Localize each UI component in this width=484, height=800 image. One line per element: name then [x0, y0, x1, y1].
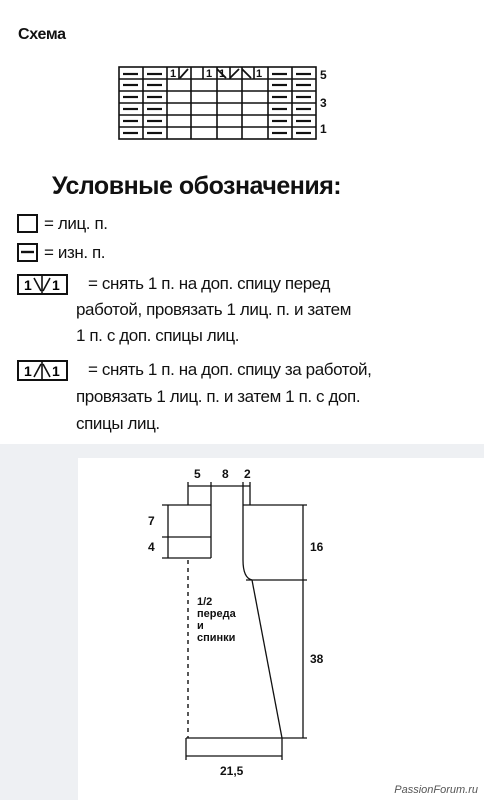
svg-text:1: 1 [52, 363, 60, 379]
svg-text:1: 1 [219, 68, 226, 80]
dim-right-16: 16 [310, 540, 324, 554]
legend-purl-text: = изн. п. [44, 243, 106, 262]
legend-cross-left-line-2: провязать 1 лиц. п. и затем 1 п. с доп. [76, 387, 361, 406]
svg-text:1: 1 [170, 68, 177, 80]
piece-label-line-2: переда [197, 608, 236, 620]
svg-text:1: 1 [24, 277, 32, 293]
legend-cross-left-line-1: = снять 1 п. на доп. спицу за работой, [88, 360, 372, 379]
piece-label-line-3: и [197, 620, 204, 632]
row-number-3: 3 [320, 96, 327, 110]
legend-cross-left-line-3: спицы лиц. [76, 414, 160, 433]
row-number-5: 5 [320, 68, 327, 82]
row-number-1: 1 [320, 122, 327, 136]
legend-title: Условные обозначения: [52, 172, 342, 200]
legend-cross-right-line-2: работой, провязать 1 лиц. п. и затем [76, 300, 351, 319]
dim-top-5: 5 [194, 467, 201, 481]
legend-knit-text: = лиц. п. [44, 214, 108, 233]
dim-top-8: 8 [222, 467, 229, 481]
dim-top-2: 2 [244, 467, 251, 481]
scheme-title: Схема [18, 26, 66, 43]
watermark: PassionForum.ru [394, 784, 478, 796]
legend-cross-right-line-3: 1 п. с доп. спицы лиц. [76, 326, 240, 345]
piece-label-line-1: 1/2 [197, 596, 213, 608]
legend-cross-right-line-1: = снять 1 п. на доп. спицу перед [88, 274, 331, 293]
piece-label [197, 596, 236, 644]
svg-text:1: 1 [256, 68, 263, 80]
svg-text:1: 1 [52, 277, 60, 293]
dim-left-7: 7 [148, 514, 155, 528]
dim-right-38: 38 [310, 652, 324, 666]
svg-text:1: 1 [24, 363, 32, 379]
piece-label-line-4: спинки [197, 632, 236, 644]
dim-left-4: 4 [148, 540, 155, 554]
svg-text:1: 1 [206, 68, 213, 80]
dim-bottom-width: 21,5 [220, 764, 244, 778]
